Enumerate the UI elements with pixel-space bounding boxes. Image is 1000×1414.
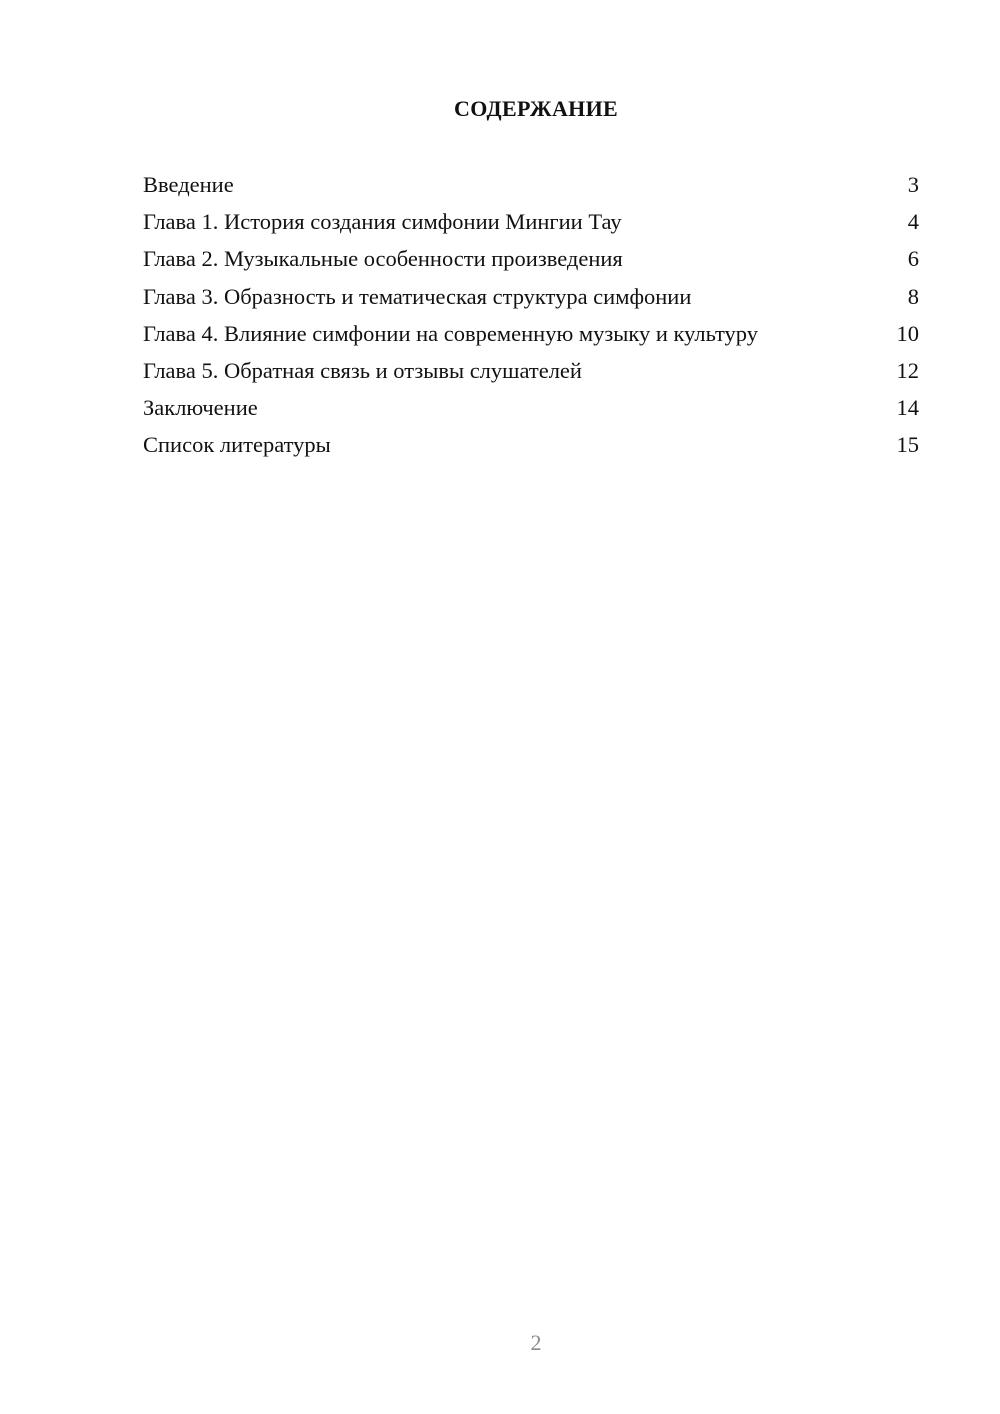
page-number: 2: [530, 1330, 542, 1355]
toc-entry-label: Глава 3. Образность и тематическая структура симфонии: [143, 283, 692, 309]
toc-entry-references: [143, 428, 919, 465]
toc-entry-chapter-5: [143, 354, 919, 391]
toc-entry-conclusion: [143, 391, 919, 428]
toc-entry-label: Заключение: [143, 395, 258, 421]
toc-entry-label: Глава 5. Обратная связь и отзывы слушателей: [143, 357, 582, 383]
toc-heading: СОДЕРЖАНИЕ: [454, 96, 618, 121]
toc-entry-introduction: [143, 168, 919, 205]
toc-entry-chapter-3: [143, 280, 919, 317]
toc-entry-page: 12: [896, 357, 919, 383]
toc-entry-page: 8: [907, 283, 919, 309]
toc-entry-label: Глава 1. История создания симфонии Мингии Тау: [143, 209, 622, 235]
toc-entry-chapter-1: [143, 205, 919, 242]
toc-entry-page: 15: [896, 432, 919, 458]
toc-entry-label: Список литературы: [143, 432, 331, 458]
toc-entry-label: Глава 2. Музыкальные особенности произведения: [143, 246, 623, 272]
toc-entry-page: 4: [907, 209, 919, 235]
toc-entry-page: 6: [907, 246, 919, 272]
toc-entry-page: 3: [907, 172, 919, 197]
toc-entry-chapter-2: [143, 242, 919, 279]
toc-entry-page: 10: [896, 320, 919, 346]
toc-entry-chapter-4: [143, 317, 919, 354]
toc-entry-label: Введение: [143, 172, 234, 197]
toc-entry-page: 14: [896, 395, 919, 421]
table-of-contents: [143, 168, 919, 466]
toc-entry-label: Глава 4. Влияние симфонии на современную музыку и культуру: [143, 320, 759, 346]
